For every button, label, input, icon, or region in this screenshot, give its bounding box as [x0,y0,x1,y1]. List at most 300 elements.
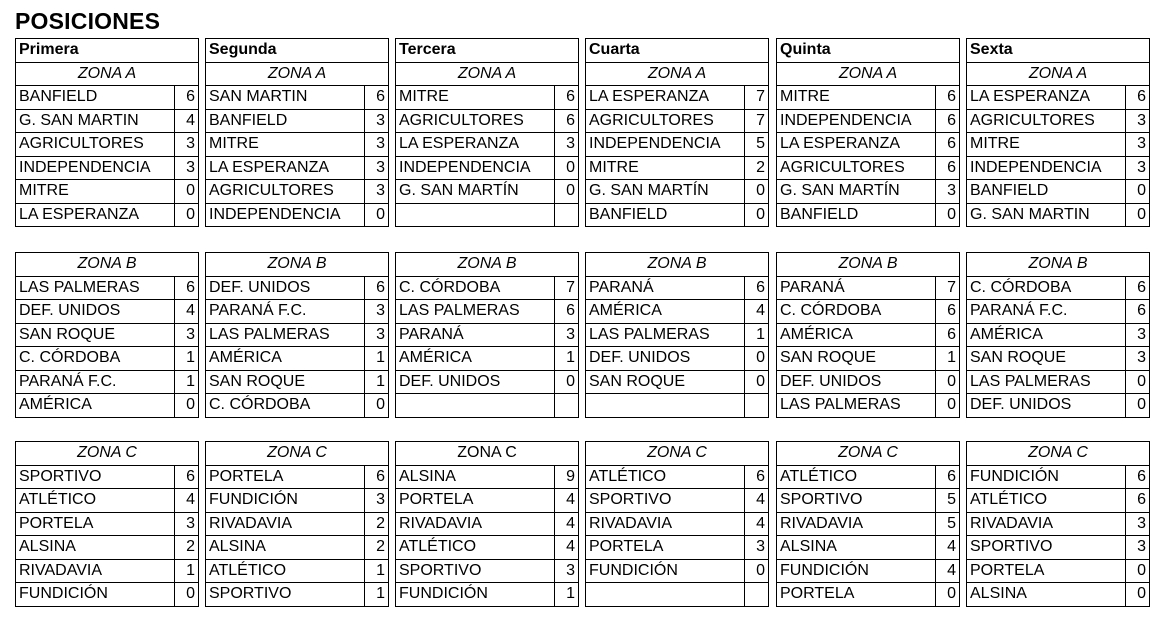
team-points: 3 [745,536,769,560]
table-row [396,536,579,560]
table-row [16,323,199,347]
team-points: 2 [175,536,199,560]
table-row [206,465,389,489]
team-points: 6 [1126,465,1150,489]
category-header: Sexta [967,39,1150,63]
team-name: SPORTIVO [777,489,936,513]
table-row [777,156,960,180]
team-points: 2 [365,512,389,536]
table-row [16,465,199,489]
team-points: 3 [175,133,199,157]
table-row [777,465,960,489]
table-row [396,180,579,204]
team-points: 4 [555,489,579,513]
team-points: 6 [1126,276,1150,300]
table-row [396,203,579,227]
team-points: 0 [745,203,769,227]
team-points: 3 [1126,512,1150,536]
team-points: 7 [555,276,579,300]
team-points: 1 [365,583,389,607]
team-name: ATLÉTICO [206,559,365,583]
team-name: AMÉRICA [396,347,555,371]
team-name: RIVADAVIA [16,559,175,583]
table-row [396,512,579,536]
team-points: 3 [555,559,579,583]
table-row [777,489,960,513]
team-points: 6 [1126,86,1150,110]
table-row [16,583,199,607]
standings-table [776,252,959,418]
team-name: INDEPENDENCIA [777,109,936,133]
team-points: 1 [365,559,389,583]
team-name: C. CÓRDOBA [777,300,936,324]
team-points: 6 [365,465,389,489]
team-name: AMÉRICA [967,323,1126,347]
team-name: RIVADAVIA [967,512,1126,536]
table-row [777,133,960,157]
team-points: 3 [555,323,579,347]
team-name: SPORTIVO [396,559,555,583]
table-row [206,180,389,204]
table-row [967,559,1150,583]
zone-header: ZONA C [16,442,199,466]
team-points: 0 [936,203,960,227]
team-points: 3 [175,512,199,536]
table-row [16,394,199,418]
team-points: 3 [1126,347,1150,371]
team-name: AMÉRICA [586,300,745,324]
team-points: 6 [175,465,199,489]
table-row [396,583,579,607]
table-row [586,347,769,371]
table-row [586,370,769,394]
table-row [396,559,579,583]
team-name: ATLÉTICO [396,536,555,560]
team-points: 6 [745,465,769,489]
table-row [967,394,1150,418]
team-name: SPORTIVO [586,489,745,513]
table-row [777,300,960,324]
team-points: 1 [175,559,199,583]
team-points [555,203,579,227]
zone-header: ZONA B [396,253,579,277]
team-name: MITRE [396,86,555,110]
table-row [206,559,389,583]
standings-table [395,252,578,418]
table-row [586,203,769,227]
team-name: RIVADAVIA [777,512,936,536]
team-points: 2 [745,156,769,180]
team-name: AMÉRICA [206,347,365,371]
table-row [777,203,960,227]
table-row [586,465,769,489]
team-name: DEF. UNIDOS [206,276,365,300]
category-header: Segunda [206,39,389,63]
team-points: 7 [936,276,960,300]
table-row [586,536,769,560]
team-name: MITRE [586,156,745,180]
team-name: ATLÉTICO [16,489,175,513]
team-name: SAN ROQUE [967,347,1126,371]
table-row [206,394,389,418]
team-points: 1 [365,370,389,394]
team-points: 4 [745,489,769,513]
standings-table [395,441,578,607]
team-name: PORTELA [967,559,1126,583]
team-points: 4 [936,536,960,560]
table-row [586,559,769,583]
team-name: MITRE [16,180,175,204]
team-name: SPORTIVO [16,465,175,489]
team-points: 0 [1126,583,1150,607]
team-name: FUNDICIÓN [777,559,936,583]
team-points: 4 [936,559,960,583]
team-points: 4 [745,300,769,324]
table-row [967,465,1150,489]
team-points: 3 [365,156,389,180]
table-row [16,370,199,394]
zone-header: ZONA B [777,253,960,277]
team-points: 3 [175,323,199,347]
table-row [777,559,960,583]
team-name: G. SAN MARTIN [16,109,175,133]
team-name: AMÉRICA [16,394,175,418]
zone-header: ZONA B [586,253,769,277]
team-name: ATLÉTICO [586,465,745,489]
table-row [396,156,579,180]
team-name: PARANÁ [586,276,745,300]
team-name: LAS PALMERAS [777,394,936,418]
team-name: PORTELA [206,465,365,489]
team-points: 6 [555,109,579,133]
table-row [16,156,199,180]
table-row [206,536,389,560]
team-name: SAN ROQUE [777,347,936,371]
standings-table [966,38,1149,227]
team-name: INDEPENDENCIA [16,156,175,180]
zone-header: ZONA A [777,62,960,86]
team-name: RIVADAVIA [396,512,555,536]
team-name: LAS PALMERAS [586,323,745,347]
table-row [206,512,389,536]
team-name: LA ESPERANZA [967,86,1126,110]
team-points: 5 [745,133,769,157]
standings-table [585,38,768,227]
team-points: 6 [1126,489,1150,513]
table-row [16,512,199,536]
team-points: 0 [745,347,769,371]
standings-table [966,441,1149,607]
table-row [396,109,579,133]
table-row [16,180,199,204]
team-points: 6 [175,86,199,110]
standings-table [395,38,578,227]
team-points: 6 [936,300,960,324]
zone-header: ZONA B [967,253,1150,277]
team-points: 0 [1126,394,1150,418]
team-points: 4 [555,536,579,560]
team-points: 3 [365,323,389,347]
standings-table [966,252,1149,418]
standings-table [776,38,959,227]
team-name: FUNDICIÓN [396,583,555,607]
team-points: 1 [175,370,199,394]
team-points: 6 [936,109,960,133]
team-points: 1 [555,347,579,371]
team-points: 0 [745,370,769,394]
table-row [396,276,579,300]
team-points: 6 [936,86,960,110]
table-row [396,489,579,513]
team-name: FUNDICIÓN [16,583,175,607]
team-name: G. SAN MARTÍN [586,180,745,204]
table-row [396,370,579,394]
team-points: 4 [745,512,769,536]
team-name: FUNDICIÓN [206,489,365,513]
team-points: 9 [555,465,579,489]
table-row [777,583,960,607]
team-points: 1 [365,347,389,371]
category-header: Tercera [396,39,579,63]
team-name: BANFIELD [777,203,936,227]
team-points: 4 [175,109,199,133]
team-name [586,394,745,418]
team-name: DEF. UNIDOS [777,370,936,394]
team-points: 0 [175,394,199,418]
table-row [967,489,1150,513]
table-row [16,86,199,110]
team-name: RIVADAVIA [586,512,745,536]
table-row [206,203,389,227]
table-row [777,536,960,560]
team-points: 3 [1126,109,1150,133]
zone-header: ZONA A [586,62,769,86]
table-row [967,86,1150,110]
category-header: Quinta [777,39,960,63]
team-points: 0 [1126,180,1150,204]
team-name: C. CÓRDOBA [16,347,175,371]
table-row [16,559,199,583]
team-name [586,583,745,607]
table-row [967,109,1150,133]
category-header: Primera [16,39,199,63]
team-name: ALSINA [777,536,936,560]
team-points: 5 [936,512,960,536]
team-name: DEF. UNIDOS [967,394,1126,418]
standings-table [585,252,768,418]
team-name: PORTELA [586,536,745,560]
team-points: 7 [745,109,769,133]
team-name: C. CÓRDOBA [967,276,1126,300]
team-name: LA ESPERANZA [206,156,365,180]
team-name: MITRE [967,133,1126,157]
team-points: 6 [175,276,199,300]
team-points: 4 [175,300,199,324]
table-row [777,109,960,133]
standings-table [205,38,388,227]
table-row [16,536,199,560]
table-row [206,323,389,347]
zone-header: ZONA A [16,62,199,86]
team-points: 0 [555,156,579,180]
team-points: 3 [365,180,389,204]
team-name: AGRICULTORES [16,133,175,157]
table-row [16,489,199,513]
table-row [586,394,769,418]
team-points: 3 [365,489,389,513]
team-points: 0 [1126,203,1150,227]
table-row [586,109,769,133]
team-name: PORTELA [777,583,936,607]
team-points: 3 [1126,323,1150,347]
team-name: PORTELA [16,512,175,536]
team-points: 0 [175,583,199,607]
team-name: MITRE [777,86,936,110]
table-row [586,180,769,204]
zone-header: ZONA B [206,253,389,277]
team-points: 4 [175,489,199,513]
table-row [967,203,1150,227]
table-row [967,323,1150,347]
team-points: 3 [365,133,389,157]
team-points: 6 [936,323,960,347]
table-row [206,347,389,371]
team-points: 6 [745,276,769,300]
table-row [396,133,579,157]
table-row [777,347,960,371]
team-points: 3 [1126,536,1150,560]
table-row [396,394,579,418]
team-name: ALSINA [206,536,365,560]
team-points: 0 [936,394,960,418]
team-points: 7 [745,86,769,110]
zone-header: ZONA A [396,62,579,86]
zone-header: ZONA C [206,442,389,466]
table-row [206,86,389,110]
team-name: ATLÉTICO [967,489,1126,513]
team-points: 6 [936,156,960,180]
team-name: PARANÁ [396,323,555,347]
standings-table [585,441,768,607]
zone-header: ZONA C [777,442,960,466]
table-row [16,203,199,227]
table-row [16,300,199,324]
table-row [206,300,389,324]
team-name: G. SAN MARTÍN [396,180,555,204]
team-points: 0 [936,370,960,394]
team-name: PARANÁ F.C. [16,370,175,394]
table-row [967,512,1150,536]
team-name: PARANÁ F.C. [967,300,1126,324]
team-points: 2 [365,536,389,560]
table-row [777,276,960,300]
table-row [586,489,769,513]
team-name: LAS PALMERAS [967,370,1126,394]
table-row [586,133,769,157]
table-row [586,276,769,300]
team-name: ALSINA [16,536,175,560]
table-row [206,583,389,607]
table-row [967,180,1150,204]
team-name: FUNDICIÓN [586,559,745,583]
zone-header: ZONA C [967,442,1150,466]
team-name: DEF. UNIDOS [16,300,175,324]
team-name: PARANÁ [777,276,936,300]
team-name: INDEPENDENCIA [396,156,555,180]
team-points: 3 [1126,133,1150,157]
team-name: RIVADAVIA [206,512,365,536]
team-name: SAN ROQUE [16,323,175,347]
table-row [777,323,960,347]
team-name: AGRICULTORES [206,180,365,204]
team-points: 0 [555,370,579,394]
team-name: LAS PALMERAS [206,323,365,347]
table-row [206,370,389,394]
table-row [206,133,389,157]
team-name: DEF. UNIDOS [586,347,745,371]
table-row [586,583,769,607]
team-points: 1 [936,347,960,371]
team-points: 0 [555,180,579,204]
team-name: AGRICULTORES [777,156,936,180]
team-name: MITRE [206,133,365,157]
team-name: BANFIELD [586,203,745,227]
team-points: 0 [365,394,389,418]
table-row [586,323,769,347]
team-name: G. SAN MARTÍN [777,180,936,204]
team-points: 0 [745,559,769,583]
team-points: 3 [365,300,389,324]
table-row [967,536,1150,560]
team-points: 6 [365,86,389,110]
team-name: ALSINA [396,465,555,489]
table-row [206,156,389,180]
table-row [396,347,579,371]
table-row [206,489,389,513]
team-name: LA ESPERANZA [396,133,555,157]
team-name: DEF. UNIDOS [396,370,555,394]
team-name: SAN MARTIN [206,86,365,110]
zone-header: ZONA A [967,62,1150,86]
team-name: SAN ROQUE [586,370,745,394]
table-row [967,370,1150,394]
team-points: 4 [555,512,579,536]
team-name: C. CÓRDOBA [206,394,365,418]
team-name [396,394,555,418]
team-points: 0 [175,203,199,227]
standings-table [15,38,198,227]
team-name: LAS PALMERAS [16,276,175,300]
team-name: LAS PALMERAS [396,300,555,324]
team-points: 6 [365,276,389,300]
standings-table [205,252,388,418]
team-points: 1 [175,347,199,371]
team-points: 3 [1126,156,1150,180]
standings-table [15,441,198,607]
team-points: 5 [936,489,960,513]
table-row [586,156,769,180]
team-points: 6 [936,133,960,157]
team-name: LA ESPERANZA [586,86,745,110]
table-row [16,133,199,157]
team-name: INDEPENDENCIA [206,203,365,227]
team-points: 1 [745,323,769,347]
team-points [745,583,769,607]
zone-header: ZONA C [586,442,769,466]
team-name: PORTELA [396,489,555,513]
team-points: 3 [175,156,199,180]
table-row [967,300,1150,324]
